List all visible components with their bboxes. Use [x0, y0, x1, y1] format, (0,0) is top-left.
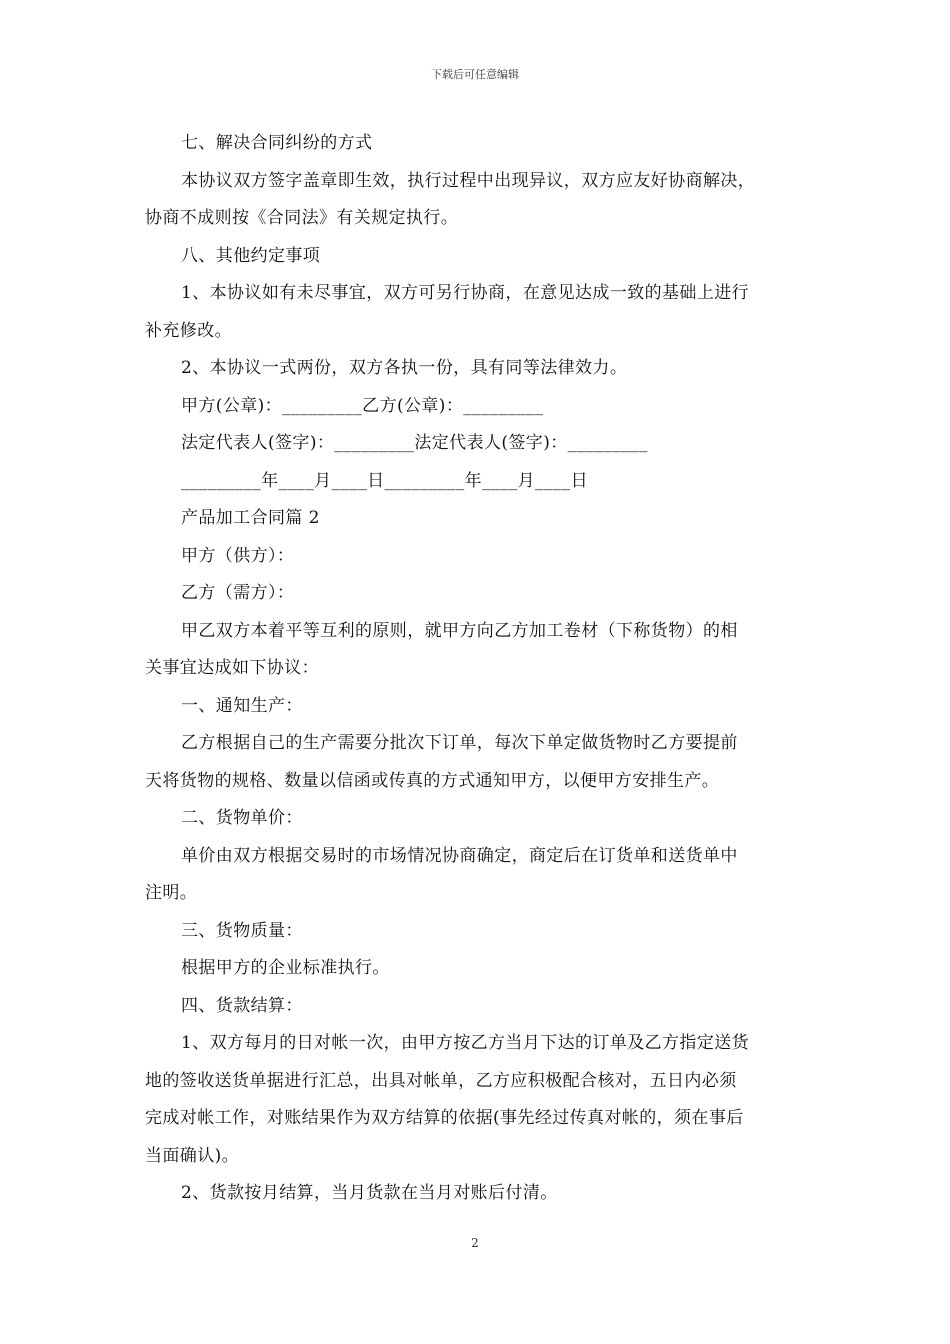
document-body — [145, 125, 817, 1213]
paragraph-line: 当面确认)。 — [145, 1145, 240, 1166]
paragraph-line: 1、双方每月的日对帐一次，由甲方按乙方当月下达的订单及乙方指定送货 — [181, 1033, 750, 1053]
paragraph-line: 补充修改。 — [145, 320, 232, 341]
section-heading: 八、其他约定事项 — [181, 245, 321, 266]
paragraph-line: 甲乙双方本着平等互利的原则，就甲方向乙方加工卷材（下称货物）的相 — [181, 620, 738, 641]
paragraph-line: 注明。 — [145, 883, 198, 903]
page-number: 2 — [471, 1236, 479, 1250]
paragraph-line: 根据甲方的企业标准执行。 — [181, 958, 390, 978]
paragraph-line: 地的签收送货单据进行汇总，出具对帐单，乙方应积极配合核对，五日内必须 — [145, 1070, 737, 1091]
section-heading: 四、货款结算： — [181, 995, 303, 1016]
paragraph-line: 本协议双方签字盖章即生效，执行过程中出现异议，双方应友好协商解决， — [181, 170, 756, 191]
section-heading: 七、解决合同纠纷的方式 — [181, 133, 373, 153]
party-a-line: 甲方（供方）： — [181, 545, 295, 566]
section-heading: 一、通知生产： — [181, 695, 303, 716]
page-header: 下载后可任意编辑 — [431, 68, 519, 81]
paragraph-line: 2、货款按月结算，当月货款在当月对账后付清。 — [181, 1183, 558, 1203]
paragraph-line: 2、本协议一式两份，双方各执一份，具有同等法律效力。 — [181, 358, 628, 378]
paragraph-line: 关事宜达成如下协议： — [145, 658, 319, 678]
paragraph-line: 1、本协议如有未尽事宜，双方可另行协商，在意见达成一致的基础上进行 — [181, 283, 750, 303]
signature-line-date: _________年____月____日_________年____月____日 — [181, 470, 588, 491]
paragraph-line: 协商不成则按《合同法》有关规定执行。 — [145, 208, 459, 228]
paragraph-line: 乙方根据自己的生产需要分批次下订单，每次下单定做货物时乙方要提前 — [181, 733, 738, 753]
section-heading: 三、货物质量： — [181, 920, 303, 941]
signature-line-representative: 法定代表人(签字)：_________法定代表人(签字)：_________ — [181, 433, 648, 453]
section-heading: 二、货物单价： — [181, 808, 303, 828]
party-b-line: 乙方（需方）： — [181, 583, 295, 603]
paragraph-line: 完成对帐工作，对账结果作为双方结算的依据(事先经过传真对帐的，须在事后 — [145, 1108, 744, 1128]
signature-line-seal: 甲方(公章)：_________乙方(公章)：_________ — [181, 395, 544, 416]
paragraph-line: 单价由双方根据交易时的市场情况协商确定，商定后在订货单和送货单中 — [181, 845, 738, 866]
document-subtitle: 产品加工合同篇 2 — [181, 508, 320, 528]
paragraph-line: 天将货物的规格、数量以信函或传真的方式通知甲方，以便甲方安排生产。 — [145, 770, 720, 791]
